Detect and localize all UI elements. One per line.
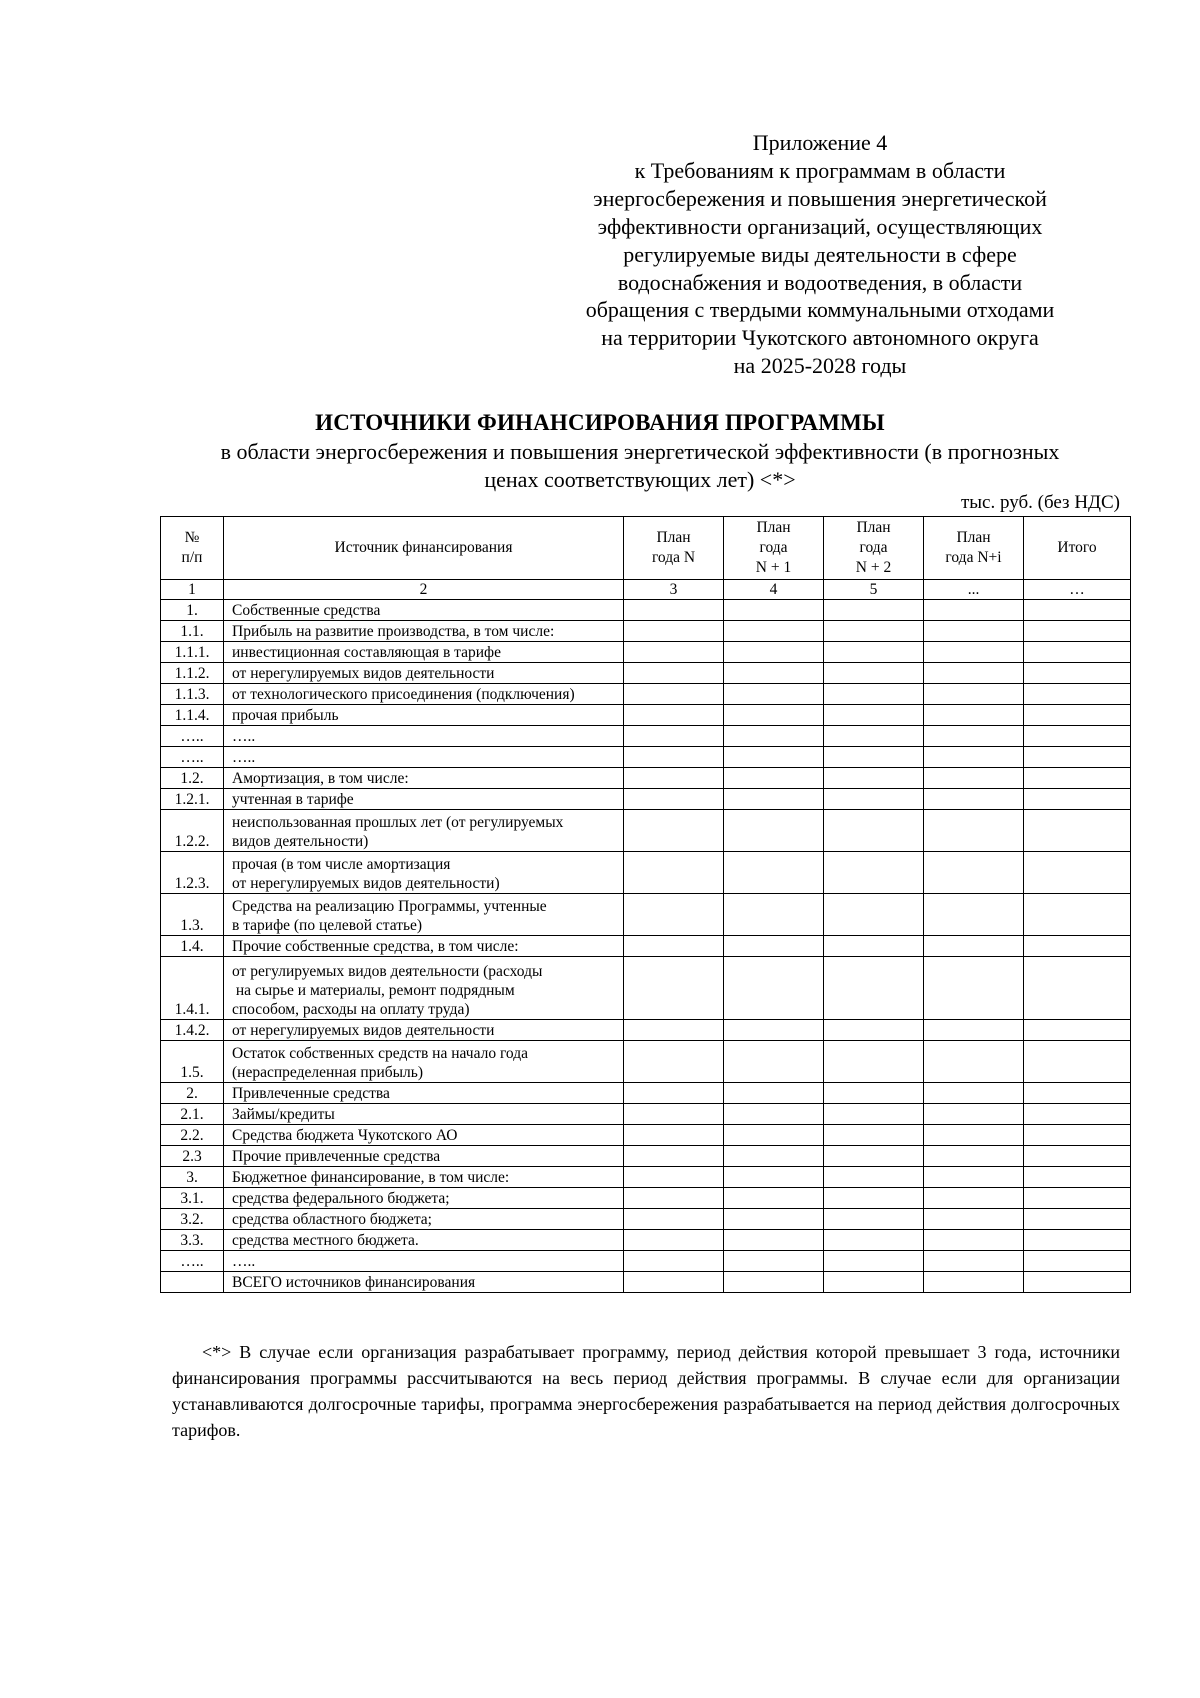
row-source-cell — [224, 1125, 624, 1146]
appendix-line: Приложение 4 — [752, 130, 888, 155]
value-cell[interactable] — [924, 1146, 1024, 1167]
table-row — [161, 1209, 1131, 1230]
source-line: Прочие собственные средства, в том числе: — [232, 938, 519, 955]
value-cell[interactable] — [724, 1083, 824, 1104]
value-cell[interactable] — [724, 642, 824, 663]
value-cell[interactable] — [624, 789, 724, 810]
header-number: № п/п — [161, 517, 224, 580]
value-cell[interactable] — [924, 1230, 1024, 1251]
value-cell[interactable] — [724, 1230, 824, 1251]
row-source-cell — [224, 894, 624, 936]
value-cell[interactable] — [724, 894, 824, 936]
value-cell[interactable] — [624, 1104, 724, 1125]
value-cell[interactable] — [624, 1230, 724, 1251]
table-row — [161, 1272, 1131, 1293]
row-number-cell: ….. — [161, 1251, 224, 1272]
table-body — [161, 600, 1131, 1293]
row-number-cell: 1.5. — [161, 1041, 224, 1083]
value-cell[interactable] — [924, 1041, 1024, 1083]
value-cell[interactable] — [624, 621, 724, 642]
value-cell[interactable] — [824, 1251, 924, 1272]
value-cell[interactable] — [1024, 663, 1131, 684]
financing-table — [160, 516, 1131, 1293]
value-cell[interactable] — [624, 1146, 724, 1167]
value-cell[interactable] — [624, 810, 724, 852]
value-cell[interactable] — [1024, 705, 1131, 726]
row-number-cell: 1. — [161, 600, 224, 621]
row-number-cell: 1.2.3. — [161, 852, 224, 894]
value-cell[interactable] — [824, 684, 924, 705]
source-line: прочая (в том числе амортизация — [232, 856, 451, 873]
value-cell[interactable] — [624, 600, 724, 621]
row-source-cell — [224, 1188, 624, 1209]
value-cell[interactable] — [924, 1251, 1024, 1272]
value-cell[interactable] — [624, 1083, 724, 1104]
table-row — [161, 1167, 1131, 1188]
row-source-cell — [224, 726, 624, 747]
source-line: Займы/кредиты — [232, 1106, 335, 1123]
source-line: Прочие привлеченные средства — [232, 1148, 441, 1165]
document-title: ИСТОЧНИКИ ФИНАНСИРОВАНИЯ ПРОГРАММЫ — [315, 410, 885, 435]
value-cell[interactable] — [824, 600, 924, 621]
value-cell[interactable] — [1024, 789, 1131, 810]
footnote: <*> В случае если организация разрабатывает программу, период действия которой превышает 3 года, источники финансирования программы рассчитываются на весь период действия программы. В случае если для организации устанавливаются долгосрочные тарифы, программа энергосбережения разрабатывается на период действия долгосрочных тарифов. — [172, 1342, 1120, 1440]
table-row — [161, 747, 1131, 768]
row-number-cell: ….. — [161, 747, 224, 768]
value-cell[interactable] — [724, 1209, 824, 1230]
value-cell[interactable] — [824, 1230, 924, 1251]
value-cell[interactable] — [1024, 1020, 1131, 1041]
value-cell[interactable] — [824, 1083, 924, 1104]
row-source-cell — [224, 957, 624, 1020]
appendix-header — [560, 129, 1080, 380]
row-source-cell — [224, 1209, 624, 1230]
row-number-cell: 1.1.1. — [161, 642, 224, 663]
value-cell[interactable] — [824, 642, 924, 663]
value-cell[interactable] — [924, 684, 1024, 705]
value-cell[interactable] — [724, 621, 824, 642]
value-cell[interactable] — [824, 1125, 924, 1146]
value-cell[interactable] — [824, 621, 924, 642]
value-cell[interactable] — [724, 936, 824, 957]
table-row — [161, 768, 1131, 789]
header-plan-ni: План года N+i — [924, 517, 1024, 580]
source-line: Средства на реализацию Программы, учтенные — [232, 898, 547, 915]
value-cell[interactable] — [624, 768, 724, 789]
table-row — [161, 621, 1131, 642]
table-row — [161, 705, 1131, 726]
source-line: Остаток собственных средств на начало года — [232, 1045, 528, 1062]
value-cell[interactable] — [924, 1020, 1024, 1041]
table-row — [161, 1188, 1131, 1209]
index-cell: 2 — [224, 580, 624, 600]
value-cell[interactable] — [724, 663, 824, 684]
row-source-cell — [224, 768, 624, 789]
index-cell: 3 — [624, 580, 724, 600]
value-cell[interactable] — [624, 1272, 724, 1293]
table-row — [161, 600, 1131, 621]
row-source-cell — [224, 684, 624, 705]
appendix-line: регулируемые виды деятельности в сфере — [623, 241, 1017, 267]
row-number-cell: 2. — [161, 1083, 224, 1104]
source-line: от нерегулируемых видов деятельности) — [232, 875, 500, 892]
value-cell[interactable] — [724, 852, 824, 894]
value-cell[interactable] — [1024, 1146, 1131, 1167]
source-line: Прибыль на развитие производства, в том числе: — [232, 623, 555, 640]
source-line: средства областного бюджета; — [232, 1211, 432, 1228]
document-subtitle — [160, 438, 1120, 494]
source-line: средства местного бюджета. — [232, 1232, 419, 1249]
value-cell[interactable] — [924, 1083, 1024, 1104]
value-cell[interactable] — [1024, 747, 1131, 768]
row-source-cell — [224, 747, 624, 768]
value-cell[interactable] — [724, 747, 824, 768]
value-cell[interactable] — [924, 894, 1024, 936]
value-cell[interactable] — [824, 747, 924, 768]
appendix-line: эффективности организаций, осуществляющих — [597, 213, 1043, 239]
value-cell[interactable] — [1024, 1083, 1131, 1104]
table-row — [161, 1230, 1131, 1251]
row-number-cell: 1.2.2. — [161, 810, 224, 852]
row-source-cell — [224, 663, 624, 684]
appendix-line: энергосбережения и повышения энергетической — [593, 185, 1047, 211]
row-source-cell — [224, 936, 624, 957]
value-cell[interactable] — [924, 852, 1024, 894]
source-line: учтенная в тарифе — [232, 791, 354, 808]
value-cell[interactable] — [824, 1167, 924, 1188]
value-cell[interactable] — [824, 1041, 924, 1083]
value-cell[interactable] — [624, 1167, 724, 1188]
source-line: на сырье и материалы, ремонт подрядным — [232, 982, 515, 999]
value-cell[interactable] — [624, 705, 724, 726]
source-line: от нерегулируемых видов деятельности — [232, 1022, 495, 1039]
row-number-cell: 1.1.4. — [161, 705, 224, 726]
row-source-cell — [224, 810, 624, 852]
row-source-cell — [224, 705, 624, 726]
appendix-line: водоснабжения и водоотведения, в области — [617, 269, 1023, 295]
row-source-cell — [224, 600, 624, 621]
source-line: инвестиционная составляющая в тарифе — [232, 644, 501, 661]
source-line: в тарифе (по целевой статье) — [232, 917, 423, 934]
header-plan-n1: План года N + 1 — [724, 517, 824, 580]
value-cell[interactable] — [1024, 726, 1131, 747]
source-line: средства федерального бюджета; — [232, 1190, 450, 1207]
value-cell[interactable] — [1024, 1209, 1131, 1230]
value-cell[interactable] — [1024, 852, 1131, 894]
value-cell[interactable] — [724, 1272, 824, 1293]
row-source-cell — [224, 642, 624, 663]
row-number-cell: 1.1.3. — [161, 684, 224, 705]
value-cell[interactable] — [824, 768, 924, 789]
value-cell[interactable] — [724, 1041, 824, 1083]
source-line: Бюджетное финансирование, в том числе: — [232, 1169, 510, 1186]
row-number-cell: 1.1. — [161, 621, 224, 642]
row-number-cell: 3. — [161, 1167, 224, 1188]
value-cell[interactable] — [724, 1146, 824, 1167]
value-cell[interactable] — [724, 726, 824, 747]
value-cell[interactable] — [724, 1125, 824, 1146]
row-source-cell — [224, 621, 624, 642]
value-cell[interactable] — [924, 600, 1024, 621]
row-number-cell: 3.2. — [161, 1209, 224, 1230]
value-cell[interactable] — [624, 894, 724, 936]
table-row — [161, 1083, 1131, 1104]
value-cell[interactable] — [824, 957, 924, 1020]
header-plan-n: План года N — [624, 517, 724, 580]
source-line: ….. — [232, 1253, 256, 1270]
value-cell[interactable] — [824, 663, 924, 684]
source-line: от технологического присоединения (подключения) — [232, 686, 575, 703]
table-header-row — [161, 517, 1131, 580]
row-number-cell: ….. — [161, 726, 224, 747]
row-number-cell: 1.3. — [161, 894, 224, 936]
table-row — [161, 663, 1131, 684]
table-row — [161, 1020, 1131, 1041]
value-cell[interactable] — [924, 1188, 1024, 1209]
row-number-cell: 1.2.1. — [161, 789, 224, 810]
value-cell[interactable] — [624, 1125, 724, 1146]
value-cell[interactable] — [624, 1188, 724, 1209]
value-cell[interactable] — [824, 726, 924, 747]
value-cell[interactable] — [1024, 768, 1131, 789]
appendix-line: к Требованиям к программам в области — [634, 157, 1006, 183]
source-line: прочая прибыль — [232, 707, 339, 724]
appendix-line: на 2025-2028 годы — [733, 353, 907, 379]
row-source-cell — [224, 1230, 624, 1251]
table-row — [161, 957, 1131, 1020]
value-cell[interactable] — [724, 600, 824, 621]
source-line: Собственные средства — [232, 602, 381, 619]
value-cell[interactable] — [724, 684, 824, 705]
value-cell[interactable] — [1024, 684, 1131, 705]
table-row — [161, 936, 1131, 957]
table-row — [161, 1041, 1131, 1083]
value-cell[interactable] — [924, 663, 1024, 684]
source-line: ВСЕГО источников финансирования — [232, 1274, 476, 1291]
source-line: Средства бюджета Чукотского АО — [232, 1127, 458, 1144]
value-cell[interactable] — [924, 1125, 1024, 1146]
row-source-cell — [224, 1104, 624, 1125]
table-row — [161, 810, 1131, 852]
index-cell: 5 — [824, 580, 924, 600]
value-cell[interactable] — [924, 810, 1024, 852]
value-cell[interactable] — [1024, 894, 1131, 936]
table-row — [161, 684, 1131, 705]
row-source-cell — [224, 1167, 624, 1188]
appendix-line: на территории Чукотского автономного округа — [601, 325, 1039, 351]
value-cell[interactable] — [824, 1104, 924, 1125]
row-source-cell — [224, 1251, 624, 1272]
value-cell[interactable] — [1024, 1188, 1131, 1209]
value-cell[interactable] — [824, 810, 924, 852]
value-cell[interactable] — [824, 852, 924, 894]
subtitle-line-2: ценах соответствующих лет) <*> — [484, 467, 796, 492]
row-number-cell: 3.3. — [161, 1230, 224, 1251]
value-cell[interactable] — [924, 1272, 1024, 1293]
value-cell[interactable] — [1024, 642, 1131, 663]
value-cell[interactable] — [1024, 1041, 1131, 1083]
value-cell[interactable] — [624, 936, 724, 957]
table-index-row — [161, 580, 1131, 600]
header-plan-n2: План года N + 2 — [824, 517, 924, 580]
value-cell[interactable] — [924, 747, 1024, 768]
row-number-cell: 2.3 — [161, 1146, 224, 1167]
value-cell[interactable] — [624, 1041, 724, 1083]
row-number-cell: 3.1. — [161, 1188, 224, 1209]
value-cell[interactable] — [1024, 957, 1131, 1020]
value-cell[interactable] — [624, 642, 724, 663]
index-cell: 4 — [724, 580, 824, 600]
value-cell[interactable] — [824, 705, 924, 726]
row-number-cell: 1.4.1. — [161, 957, 224, 1020]
value-cell[interactable] — [624, 684, 724, 705]
row-source-cell — [224, 1041, 624, 1083]
index-cell: 1 — [161, 580, 224, 600]
value-cell[interactable] — [824, 1146, 924, 1167]
source-line: ….. — [232, 749, 256, 766]
value-cell[interactable] — [724, 1167, 824, 1188]
value-cell[interactable] — [1024, 600, 1131, 621]
value-cell[interactable] — [1024, 1125, 1131, 1146]
header-source: Источник финансирования — [224, 517, 624, 580]
table-row — [161, 894, 1131, 936]
value-cell[interactable] — [924, 768, 1024, 789]
row-number-cell — [161, 1272, 224, 1293]
row-source-cell — [224, 1083, 624, 1104]
row-number-cell: 1.2. — [161, 768, 224, 789]
value-cell[interactable] — [824, 1272, 924, 1293]
value-cell[interactable] — [624, 1209, 724, 1230]
units-label: тыс. руб. (без НДС) — [960, 492, 1120, 513]
table-row — [161, 852, 1131, 894]
value-cell[interactable] — [824, 936, 924, 957]
table-row — [161, 726, 1131, 747]
value-cell[interactable] — [624, 1020, 724, 1041]
value-cell[interactable] — [924, 936, 1024, 957]
appendix-line: обращения с твердыми коммунальными отходами — [585, 297, 1055, 323]
row-source-cell — [224, 1020, 624, 1041]
value-cell[interactable] — [924, 1209, 1024, 1230]
value-cell[interactable] — [724, 789, 824, 810]
source-line: видов деятельности) — [232, 833, 369, 850]
header-total: Итого — [1024, 517, 1131, 580]
row-source-cell — [224, 789, 624, 810]
value-cell[interactable] — [724, 1251, 824, 1272]
source-line: от регулируемых видов деятельности (расходы — [232, 963, 543, 980]
value-cell[interactable] — [624, 726, 724, 747]
value-cell[interactable] — [624, 852, 724, 894]
source-line: от нерегулируемых видов деятельности — [232, 665, 495, 682]
value-cell[interactable] — [624, 957, 724, 1020]
value-cell[interactable] — [1024, 621, 1131, 642]
value-cell[interactable] — [724, 810, 824, 852]
value-cell[interactable] — [724, 705, 824, 726]
row-source-cell — [224, 1146, 624, 1167]
value-cell[interactable] — [824, 1188, 924, 1209]
table-row — [161, 1104, 1131, 1125]
value-cell[interactable] — [924, 621, 1024, 642]
table-row — [161, 1251, 1131, 1272]
index-cell: … — [1024, 580, 1131, 600]
value-cell[interactable] — [824, 1020, 924, 1041]
value-cell[interactable] — [724, 1020, 824, 1041]
value-cell[interactable] — [1024, 936, 1131, 957]
source-line: Привлеченные средства — [232, 1085, 390, 1102]
value-cell[interactable] — [1024, 1251, 1131, 1272]
value-cell[interactable] — [924, 1104, 1024, 1125]
value-cell[interactable] — [724, 1104, 824, 1125]
value-cell[interactable] — [1024, 1167, 1131, 1188]
value-cell[interactable] — [924, 726, 1024, 747]
value-cell[interactable] — [724, 957, 824, 1020]
value-cell[interactable] — [924, 957, 1024, 1020]
row-number-cell: 1.1.2. — [161, 663, 224, 684]
value-cell[interactable] — [1024, 1104, 1131, 1125]
table-row — [161, 642, 1131, 663]
value-cell[interactable] — [624, 1251, 724, 1272]
value-cell[interactable] — [824, 789, 924, 810]
source-line: неиспользованная прошлых лет (от регулируемых — [232, 814, 564, 831]
subtitle-line-1: в области энергосбережения и повышения энергетической эффективности (в прогнозных — [220, 439, 1060, 464]
row-number-cell: 2.1. — [161, 1104, 224, 1125]
value-cell[interactable] — [624, 663, 724, 684]
row-source-cell — [224, 1272, 624, 1293]
value-cell[interactable] — [824, 1209, 924, 1230]
index-cell: ... — [924, 580, 1024, 600]
row-source-cell — [224, 852, 624, 894]
source-line: способом, расходы на оплату труда) — [232, 1001, 470, 1018]
value-cell[interactable] — [724, 1188, 824, 1209]
source-line: (нераспределенная прибыль) — [232, 1064, 424, 1081]
value-cell[interactable] — [724, 768, 824, 789]
value-cell[interactable] — [824, 894, 924, 936]
value-cell[interactable] — [924, 1167, 1024, 1188]
value-cell[interactable] — [924, 642, 1024, 663]
row-number-cell: 1.4. — [161, 936, 224, 957]
value-cell[interactable] — [924, 789, 1024, 810]
value-cell[interactable] — [1024, 1272, 1131, 1293]
value-cell[interactable] — [1024, 810, 1131, 852]
value-cell[interactable] — [924, 705, 1024, 726]
table-row — [161, 1146, 1131, 1167]
row-number-cell: 1.4.2. — [161, 1020, 224, 1041]
table-row — [161, 1125, 1131, 1146]
value-cell[interactable] — [1024, 1230, 1131, 1251]
table-row — [161, 789, 1131, 810]
source-line: Амортизация, в том числе: — [232, 770, 409, 787]
value-cell[interactable] — [624, 747, 724, 768]
row-number-cell: 2.2. — [161, 1125, 224, 1146]
source-line: ….. — [232, 728, 256, 745]
